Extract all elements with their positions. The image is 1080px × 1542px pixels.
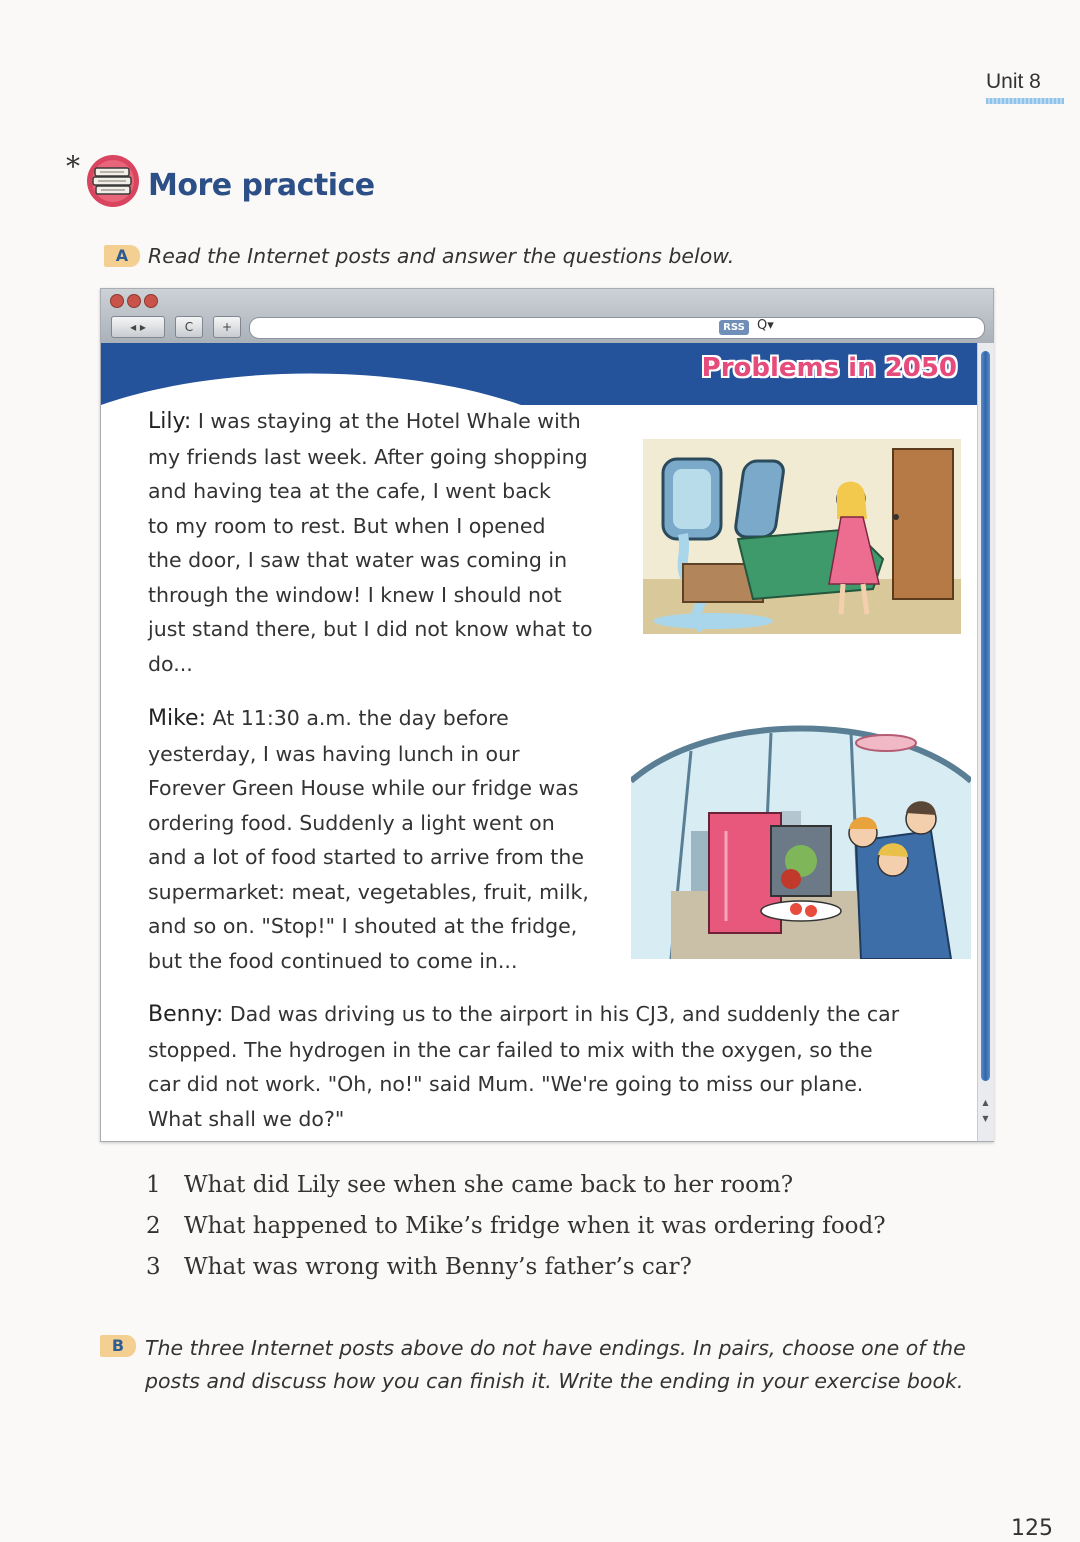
post-line: Dad was driving us to the airport in his CJ3, and suddenly the car bbox=[229, 1002, 900, 1026]
scrollbar[interactable] bbox=[977, 343, 994, 1141]
post-author: Benny: bbox=[148, 1002, 224, 1027]
address-bar[interactable] bbox=[249, 317, 985, 339]
question-list bbox=[146, 1172, 886, 1295]
part-a-badge: A bbox=[104, 245, 140, 267]
post-line: the door, I saw that water was coming in bbox=[148, 548, 568, 572]
minimize-window-icon[interactable] bbox=[127, 294, 141, 308]
unit-tag bbox=[986, 70, 1064, 104]
part-b-badge: B bbox=[100, 1335, 136, 1357]
fridge-house-illustration bbox=[631, 721, 971, 959]
question-text: What did Lily see when she came back to her room? bbox=[184, 1172, 794, 1198]
part-b-text: The three Internet posts above do not have endings. In pairs, choose one of the posts and discuss how you can finish it. Write the ending in your exercise book. bbox=[145, 1336, 966, 1393]
post-line: and a lot of food started to arrive from the bbox=[148, 845, 584, 869]
scroll-thumb[interactable] bbox=[981, 351, 990, 1081]
unit-underline bbox=[986, 98, 1064, 104]
unit-label: Unit 8 bbox=[986, 70, 1041, 93]
post-line: Forever Green House while our fridge was bbox=[148, 776, 579, 800]
maximize-window-icon[interactable] bbox=[144, 294, 158, 308]
search-icon[interactable]: Q▾ bbox=[757, 318, 774, 333]
question-number: 2 bbox=[146, 1213, 161, 1239]
post-line: through the window! I knew I should not bbox=[148, 582, 562, 607]
question-item bbox=[146, 1172, 886, 1213]
post-line: and so on. "Stop!" I shouted at the fridge, bbox=[148, 914, 578, 938]
close-window-icon[interactable] bbox=[110, 294, 124, 308]
optional-marker: * bbox=[66, 150, 80, 183]
add-bookmark-button[interactable]: + bbox=[213, 316, 241, 338]
browser-window bbox=[100, 288, 994, 1142]
scroll-arrows-icon[interactable]: ▲ ▼ bbox=[982, 1098, 989, 1123]
question-text: What happened to Mike’s fridge when it was ordering food? bbox=[184, 1213, 886, 1239]
part-a-instruction bbox=[104, 244, 734, 268]
post-line: but the food continued to come in... bbox=[148, 948, 518, 973]
reload-button[interactable]: C bbox=[175, 316, 203, 338]
part-a-text: Read the Internet posts and answer the questions below. bbox=[148, 244, 735, 268]
post-line: yesterday, I was having lunch in our bbox=[148, 741, 520, 766]
post-line: supermarket: meat, vegetables, fruit, milk, bbox=[148, 879, 589, 904]
post-line: just stand there, but I did not know what to bbox=[148, 617, 593, 641]
post-line: I was staying at the Hotel Whale with bbox=[197, 409, 581, 433]
post-line: and having tea at the cafe, I went back bbox=[148, 479, 551, 503]
post-lily bbox=[148, 404, 628, 681]
rss-button[interactable]: RSS bbox=[719, 320, 749, 335]
post-benny bbox=[148, 997, 968, 1136]
post-mike bbox=[148, 701, 628, 978]
book-stack-icon bbox=[86, 154, 140, 208]
question-item bbox=[146, 1213, 886, 1254]
post-line: What shall we do?" bbox=[148, 1106, 345, 1131]
back-forward-button[interactable]: ◂ ▸ bbox=[111, 316, 165, 338]
post-line: car did not work. "Oh, no!" said Mum. "We're going to miss our plane. bbox=[148, 1072, 864, 1096]
post-line: my friends last week. After going shopping bbox=[148, 444, 588, 469]
post-author: Mike: bbox=[148, 706, 206, 731]
page-title: Problems in 2050 bbox=[701, 353, 957, 383]
flooded-room-illustration bbox=[643, 439, 961, 634]
post-line: do... bbox=[148, 651, 193, 676]
question-number: 3 bbox=[146, 1254, 161, 1280]
browser-toolbar bbox=[101, 289, 993, 343]
section-title: More practice bbox=[148, 168, 375, 203]
post-line: ordering food. Suddenly a light went on bbox=[148, 810, 555, 835]
question-item bbox=[146, 1254, 886, 1295]
question-number: 1 bbox=[146, 1172, 161, 1198]
question-text: What was wrong with Benny’s father’s car? bbox=[184, 1254, 692, 1280]
page-number: 125 bbox=[1011, 1516, 1053, 1541]
post-line: stopped. The hydrogen in the car failed to mix with the oxygen, so the bbox=[148, 1037, 873, 1062]
post-line: At 11:30 a.m. the day before bbox=[212, 706, 509, 730]
post-line: to my room to rest. But when I opened bbox=[148, 513, 546, 538]
post-author: Lily: bbox=[148, 409, 192, 434]
